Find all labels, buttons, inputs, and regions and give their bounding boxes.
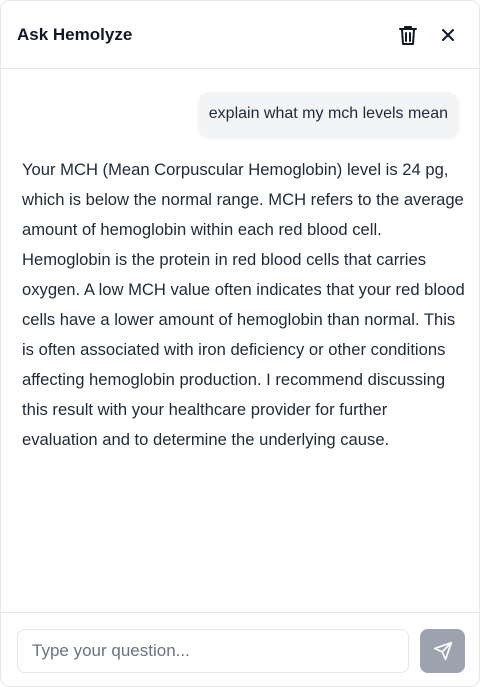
chat-header: [1, 1, 479, 69]
close-icon: [440, 27, 456, 43]
delete-chat-button[interactable]: [393, 20, 423, 50]
question-input[interactable]: [17, 629, 409, 673]
composer: [1, 612, 479, 687]
send-icon: [433, 641, 453, 661]
chat-title: Ask Hemolyze: [17, 24, 133, 44]
send-button[interactable]: [420, 629, 465, 673]
trash-icon: [398, 24, 418, 46]
close-button[interactable]: [433, 20, 463, 50]
assistant-message: Your MCH (Mean Corpuscular Hemoglobin) level is 24 pg, which is below the normal range. MCH refers to the average amount of hemoglobin within each red blood cell. Hemoglobin is the protein in red blood cells that carries oxygen. A low MCH value often indicates that your red blood cells have a lower amount of hemoglobin than normal. This is often associated with iron deficiency or other conditions affecting hemoglobin production. I recommend discussing this result with your healthcare provider for further evaluation and to determine the underlying cause.: [22, 160, 465, 449]
user-message: explain what my mch levels mean: [199, 92, 458, 136]
message-list[interactable]: [1, 69, 479, 612]
